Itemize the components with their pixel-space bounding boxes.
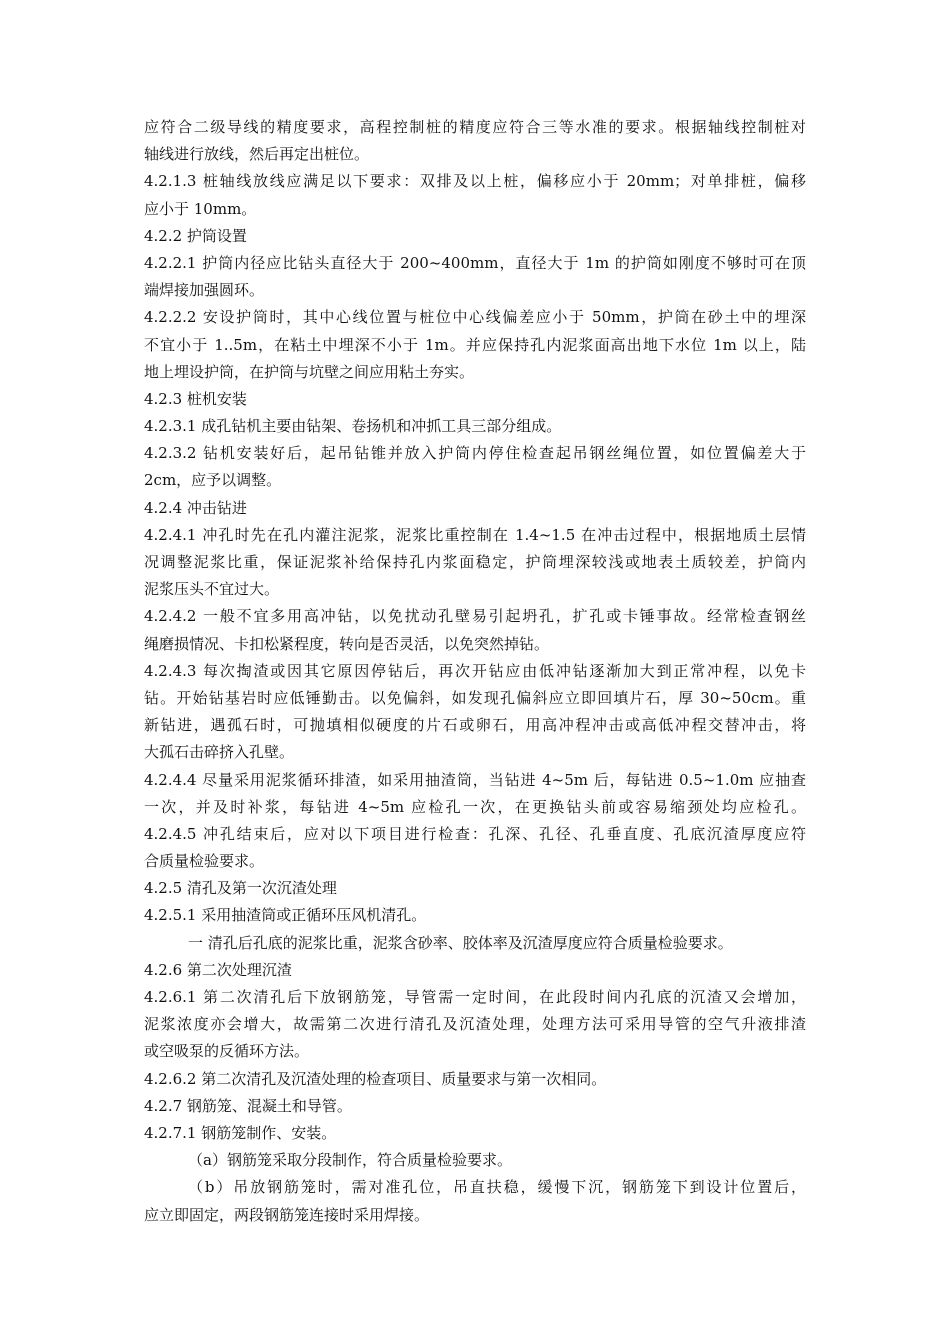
text-line: 一次，并及时补浆，每钻进 4~5m 应检孔一次，在更换钻头前或容易缩颈处均应检孔。 [144,797,806,816]
text-line: 4.2.7.1 钢筋笼制作、安装。 [144,1123,337,1142]
text-line: 或空吸泵的反循环方法。 [144,1042,310,1061]
text-line: 4.2.4.1 冲孔时先在孔内灌注泥浆，泥浆比重控制在 1.4~1.5 在冲击过程中，根据地质土层情 [144,525,806,544]
text-line: 4.2.2.1 护筒内径应比钻头直径大于 200~400mm，直径大于 1m 的护筒如刚度不够时可在顶 [144,253,806,272]
text-line: 合质量检验要求。 [144,852,265,871]
text-line: 一 清孔后孔底的泥浆比重，泥浆含砂率、胶体率及沉渣厚度应符合质量检验要求。 [188,933,733,952]
text-line: 应立即固定，两段钢筋笼连接时采用焊接。 [144,1205,430,1224]
text-line: 4.2.4.3 每次掏渣或因其它原因停钻后，再次开钻应由低冲钻逐渐加大到正常冲程，以免卡 [144,661,806,680]
text-line: 地上埋设护筒，在护筒与坑壁之间应用粘土夯实。 [144,362,475,381]
text-line: （b）吊放钢筋笼时，需对准孔位，吊直扶稳，缓慢下沉，钢筋笼下到设计位置后， [188,1178,806,1197]
text-line: 泥浆压头不宜过大。 [144,580,280,599]
text-line: 2cm，应予以调整。 [144,471,282,490]
text-line: 端焊接加强圆环。 [144,281,265,300]
text-line: 4.2.3.2 钻机安装好后，起吊钻锥并放入护筒内停住检查起吊钢丝绳位置，如位置偏差大于 [144,444,806,463]
text-line: 况调整泥浆比重，保证泥浆补给保持孔内浆面稳定，护筒埋深较浅或地表土质较差，护筒内 [144,553,806,571]
text-line: 大孤石击碎挤入孔壁。 [144,743,295,762]
text-line: 4.2.6.2 第二次清孔及沉渣处理的检查项目、质量要求与第一次相同。 [144,1069,607,1088]
text-line: 绳磨损情况、卡扣松紧程度，转向是否灵活，以免突然掉钻。 [144,634,550,653]
text-line: 轴线进行放线，然后再定出桩位。 [144,145,370,164]
text-line: 4.2.4.4 尽量采用泥浆循环排渣，如采用抽渣筒，当钻进 4~5m 后，每钻进 0.5~1.0m 应抽查 [144,770,806,789]
text-line: （a）钢筋笼采取分段制作，符合质量检验要求。 [188,1151,512,1170]
text-line: 4.2.6 第二次处理沉渣 [144,960,292,979]
text-line: 钻。开始钻基岩时应低锤勤击。以免偏斜，如发现孔偏斜应立即回填片石，厚 30~50cm。重 [144,688,806,707]
text-line: 4.2.3.1 成孔钻机主要由钻架、卷扬机和冲抓工具三部分组成。 [144,417,562,436]
text-line: 应符合二级导线的精度要求，高程控制桩的精度应符合三等水准的要求。根据轴线控制桩对 [144,118,806,136]
text-line: 4.2.3 桩机安装 [144,389,247,408]
text-line: 4.2.2 护筒设置 [144,226,247,245]
text-line: 新钻进，遇孤石时，可抛填相似硬度的片石或卵石，用高冲程冲击或高低冲程交替冲击，将 [144,716,806,735]
text-line: 4.2.4.2 一般不宜多用高冲钻，以免扰动孔壁易引起坍孔，扩孔或卡锤事故。经常检查钢丝 [144,607,806,626]
text-line: 4.2.6.1 第二次清孔后下放钢筋笼，导管需一定时间，在此段时间内孔底的沉渣又会增加， [144,988,806,1006]
document-page [144,114,806,1229]
text-line: 4.2.5.1 采用抽渣筒或正循环压风机清孔。 [144,906,427,925]
text-line: 4.2.2.2 安设护筒时，其中心线位置与桩位中心线偏差应小于 50mm，护筒在砂土中的埋深 [144,308,806,327]
text-line: 泥浆浓度亦会增大，故需第二次进行清孔及沉渣处理，处理方法可采用导管的空气升液排渣 [144,1015,806,1034]
text-line: 4.2.7 钢筋笼、混凝土和导管。 [144,1096,352,1115]
text-line: 不宜小于 1..5m，在粘土中埋深不小于 1m。并应保持孔内泥浆面高出地下水位 1m 以上，陆 [144,335,806,354]
text-line: 4.2.5 清孔及第一次沉渣处理 [144,879,337,898]
text-line: 4.2.4 冲击钻进 [144,498,247,517]
text-line: 4.2.4.5 冲孔结束后，应对以下项目进行检查：孔深、孔径、孔垂直度、孔底沉渣厚度应符 [144,824,806,843]
text-line: 4.2.1.3 桩轴线放线应满足以下要求：双排及以上桩，偏移应小于 20mm；对单排桩，偏移 [144,172,806,191]
text-line: 应小于 10mm。 [144,199,257,218]
